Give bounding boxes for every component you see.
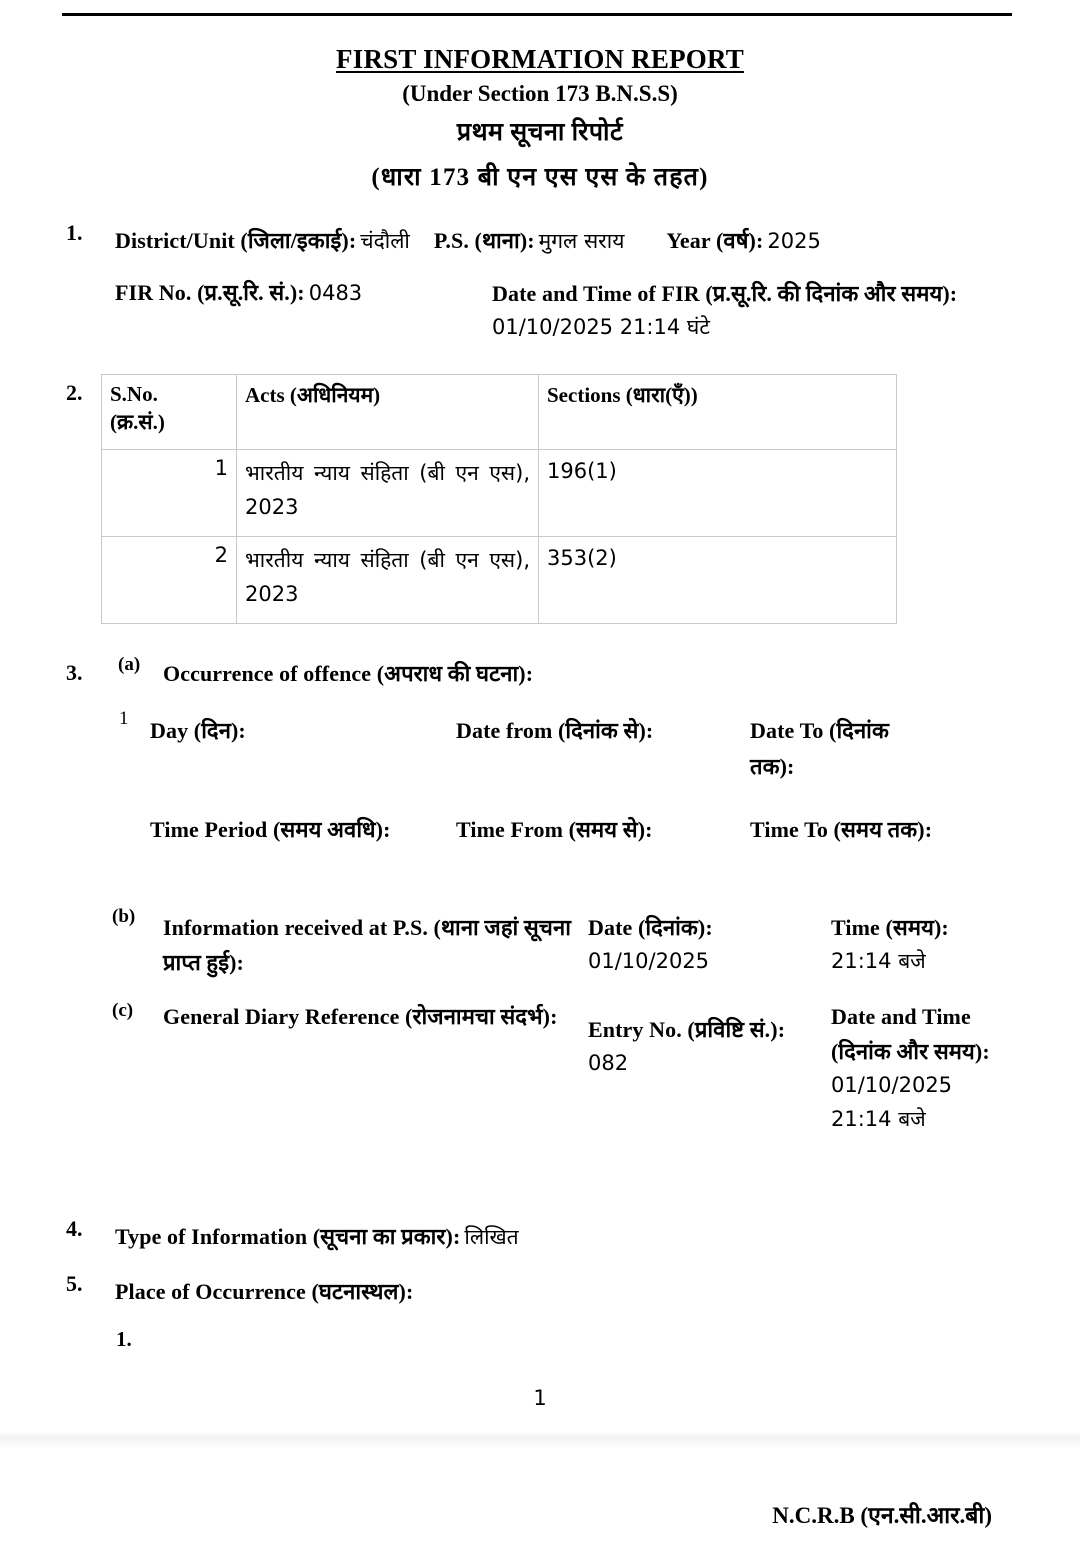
time-period-label: Time Period (समय अवधि):: [150, 817, 391, 842]
police-station-label: P.S. (थाना):: [433, 228, 535, 253]
document-title-block: [0, 42, 1080, 201]
time-from-field: [456, 812, 741, 848]
entry-no-label: Entry No. (प्रविष्टि सं.):: [588, 1017, 786, 1042]
table-row: [102, 450, 897, 537]
time-to-field: [750, 812, 935, 848]
year-label: Year (वर्ष):: [666, 228, 764, 253]
information-received-time-value: 21:14 बजे: [831, 949, 926, 974]
occurrence-row-index: 1: [119, 708, 129, 729]
information-received-date-field: [588, 910, 818, 979]
cell-sno: 2: [102, 537, 237, 624]
page-break-separator: [0, 1432, 1080, 1448]
column-header-sno: [102, 375, 237, 450]
district-value: चंदौली: [360, 229, 410, 253]
column-header-sno-line2: (क्र.सं.): [110, 409, 165, 434]
section-3c-marker: (c): [112, 1000, 134, 1021]
entry-no-field: [588, 1012, 813, 1081]
fir-number-label: FIR No. (प्र.सू.रि. सं.):: [115, 280, 305, 305]
page-subtitle-hindi: (धारा 173 बी एन एस एस के तहत): [371, 163, 709, 191]
fir-datetime-value: 01/10/2025 21:14 घंटे: [492, 315, 710, 340]
cell-section: 353(2): [539, 537, 897, 624]
section-3b-marker: (b): [112, 906, 136, 927]
section-1-line-2: [115, 277, 362, 307]
section-1-line-1: [115, 225, 821, 255]
place-of-occurrence-item-1: 1.: [116, 1327, 132, 1351]
gd-datetime-value-time: 21:14 बजे: [831, 1106, 926, 1131]
section-5-number: 5.: [66, 1271, 83, 1296]
police-station-value: मुगल सराय: [538, 229, 625, 253]
table-header-row: [102, 375, 897, 450]
header-rule: [62, 13, 1012, 16]
ncrb-footer: N.C.R.B (एन.सी.आर.बी): [772, 1503, 992, 1528]
date-from-field: [456, 713, 741, 749]
column-header-sno-line1: S.No.: [110, 382, 158, 406]
fir-datetime-block: [492, 277, 1002, 344]
place-of-occurrence-label: Place of Occurrence (घटनास्थल):: [115, 1279, 414, 1304]
fir-number-value: 0483: [308, 281, 363, 305]
general-diary-reference-label: General Diary Reference (रोजनामचा संदर्भ):: [163, 1004, 558, 1029]
day-label: Day (दिन):: [150, 718, 246, 743]
section-4-number: 4.: [66, 1216, 83, 1241]
section-3a-marker: (a): [118, 654, 141, 675]
column-header-acts: Acts (अधिनियम): [237, 375, 539, 450]
page-title-hindi: प्रथम सूचना रिपोर्ट: [456, 119, 624, 147]
gd-datetime-label: Date and Time (दिनांक और समय):: [831, 1004, 990, 1065]
information-received-time-field: [831, 910, 1031, 979]
time-period-field: [150, 812, 450, 848]
information-received-time-label: Time (समय):: [831, 915, 949, 940]
information-received-date-value: 01/10/2025: [588, 949, 710, 974]
date-from-label: Date from (दिनांक से):: [456, 718, 654, 743]
gd-datetime-value-date: 01/10/2025: [831, 1073, 953, 1098]
time-to-label: Time To (समय तक):: [750, 817, 933, 842]
time-from-label: Time From (समय से):: [456, 817, 653, 842]
type-of-information-value: लिखित: [464, 1225, 519, 1249]
occurrence-of-offence-label: Occurrence of offence (अपराध की घटना):: [163, 661, 534, 686]
column-header-sections: Sections (धारा(एँ)): [539, 375, 897, 450]
district-label: District/Unit (जिला/इकाई):: [115, 228, 357, 253]
type-of-information-label: Type of Information (सूचना का प्रकार):: [115, 1224, 461, 1249]
type-of-information-field: [115, 1221, 519, 1251]
section-2-number: 2.: [66, 380, 83, 405]
place-of-occurrence-field: [115, 1276, 413, 1306]
acts-sections-table: [101, 374, 897, 624]
cell-sno: 1: [102, 450, 237, 537]
cell-act: भारतीय न्याय संहिता (बी एन एस), 2023: [237, 450, 539, 537]
page-title: FIRST INFORMATION REPORT: [336, 44, 744, 74]
fir-datetime-label: Date and Time of FIR (प्र.सू.रि. की दिनांक और समय):: [492, 281, 958, 306]
section-3-number: 3.: [66, 660, 83, 685]
page-number: 1: [533, 1386, 547, 1410]
page-subtitle-en: (Under Section 173 B.N.S.S): [402, 80, 678, 106]
date-to-label: Date To (दिनांक तक):: [750, 718, 889, 779]
year-value: 2025: [767, 229, 821, 253]
day-field: [150, 713, 450, 749]
table-row: [102, 537, 897, 624]
information-received-label: Information received at P.S. (थाना जहां सूचना प्राप्त हुई):: [163, 915, 571, 976]
cell-act: भारतीय न्याय संहिता (बी एन एस), 2023: [237, 537, 539, 624]
gd-datetime-field: [831, 999, 1026, 1137]
date-to-field: [750, 713, 935, 784]
cell-section: 196(1): [539, 450, 897, 537]
section-1-number: 1.: [66, 220, 83, 245]
information-received-date-label: Date (दिनांक):: [588, 915, 713, 940]
entry-no-value: 082: [588, 1051, 629, 1076]
